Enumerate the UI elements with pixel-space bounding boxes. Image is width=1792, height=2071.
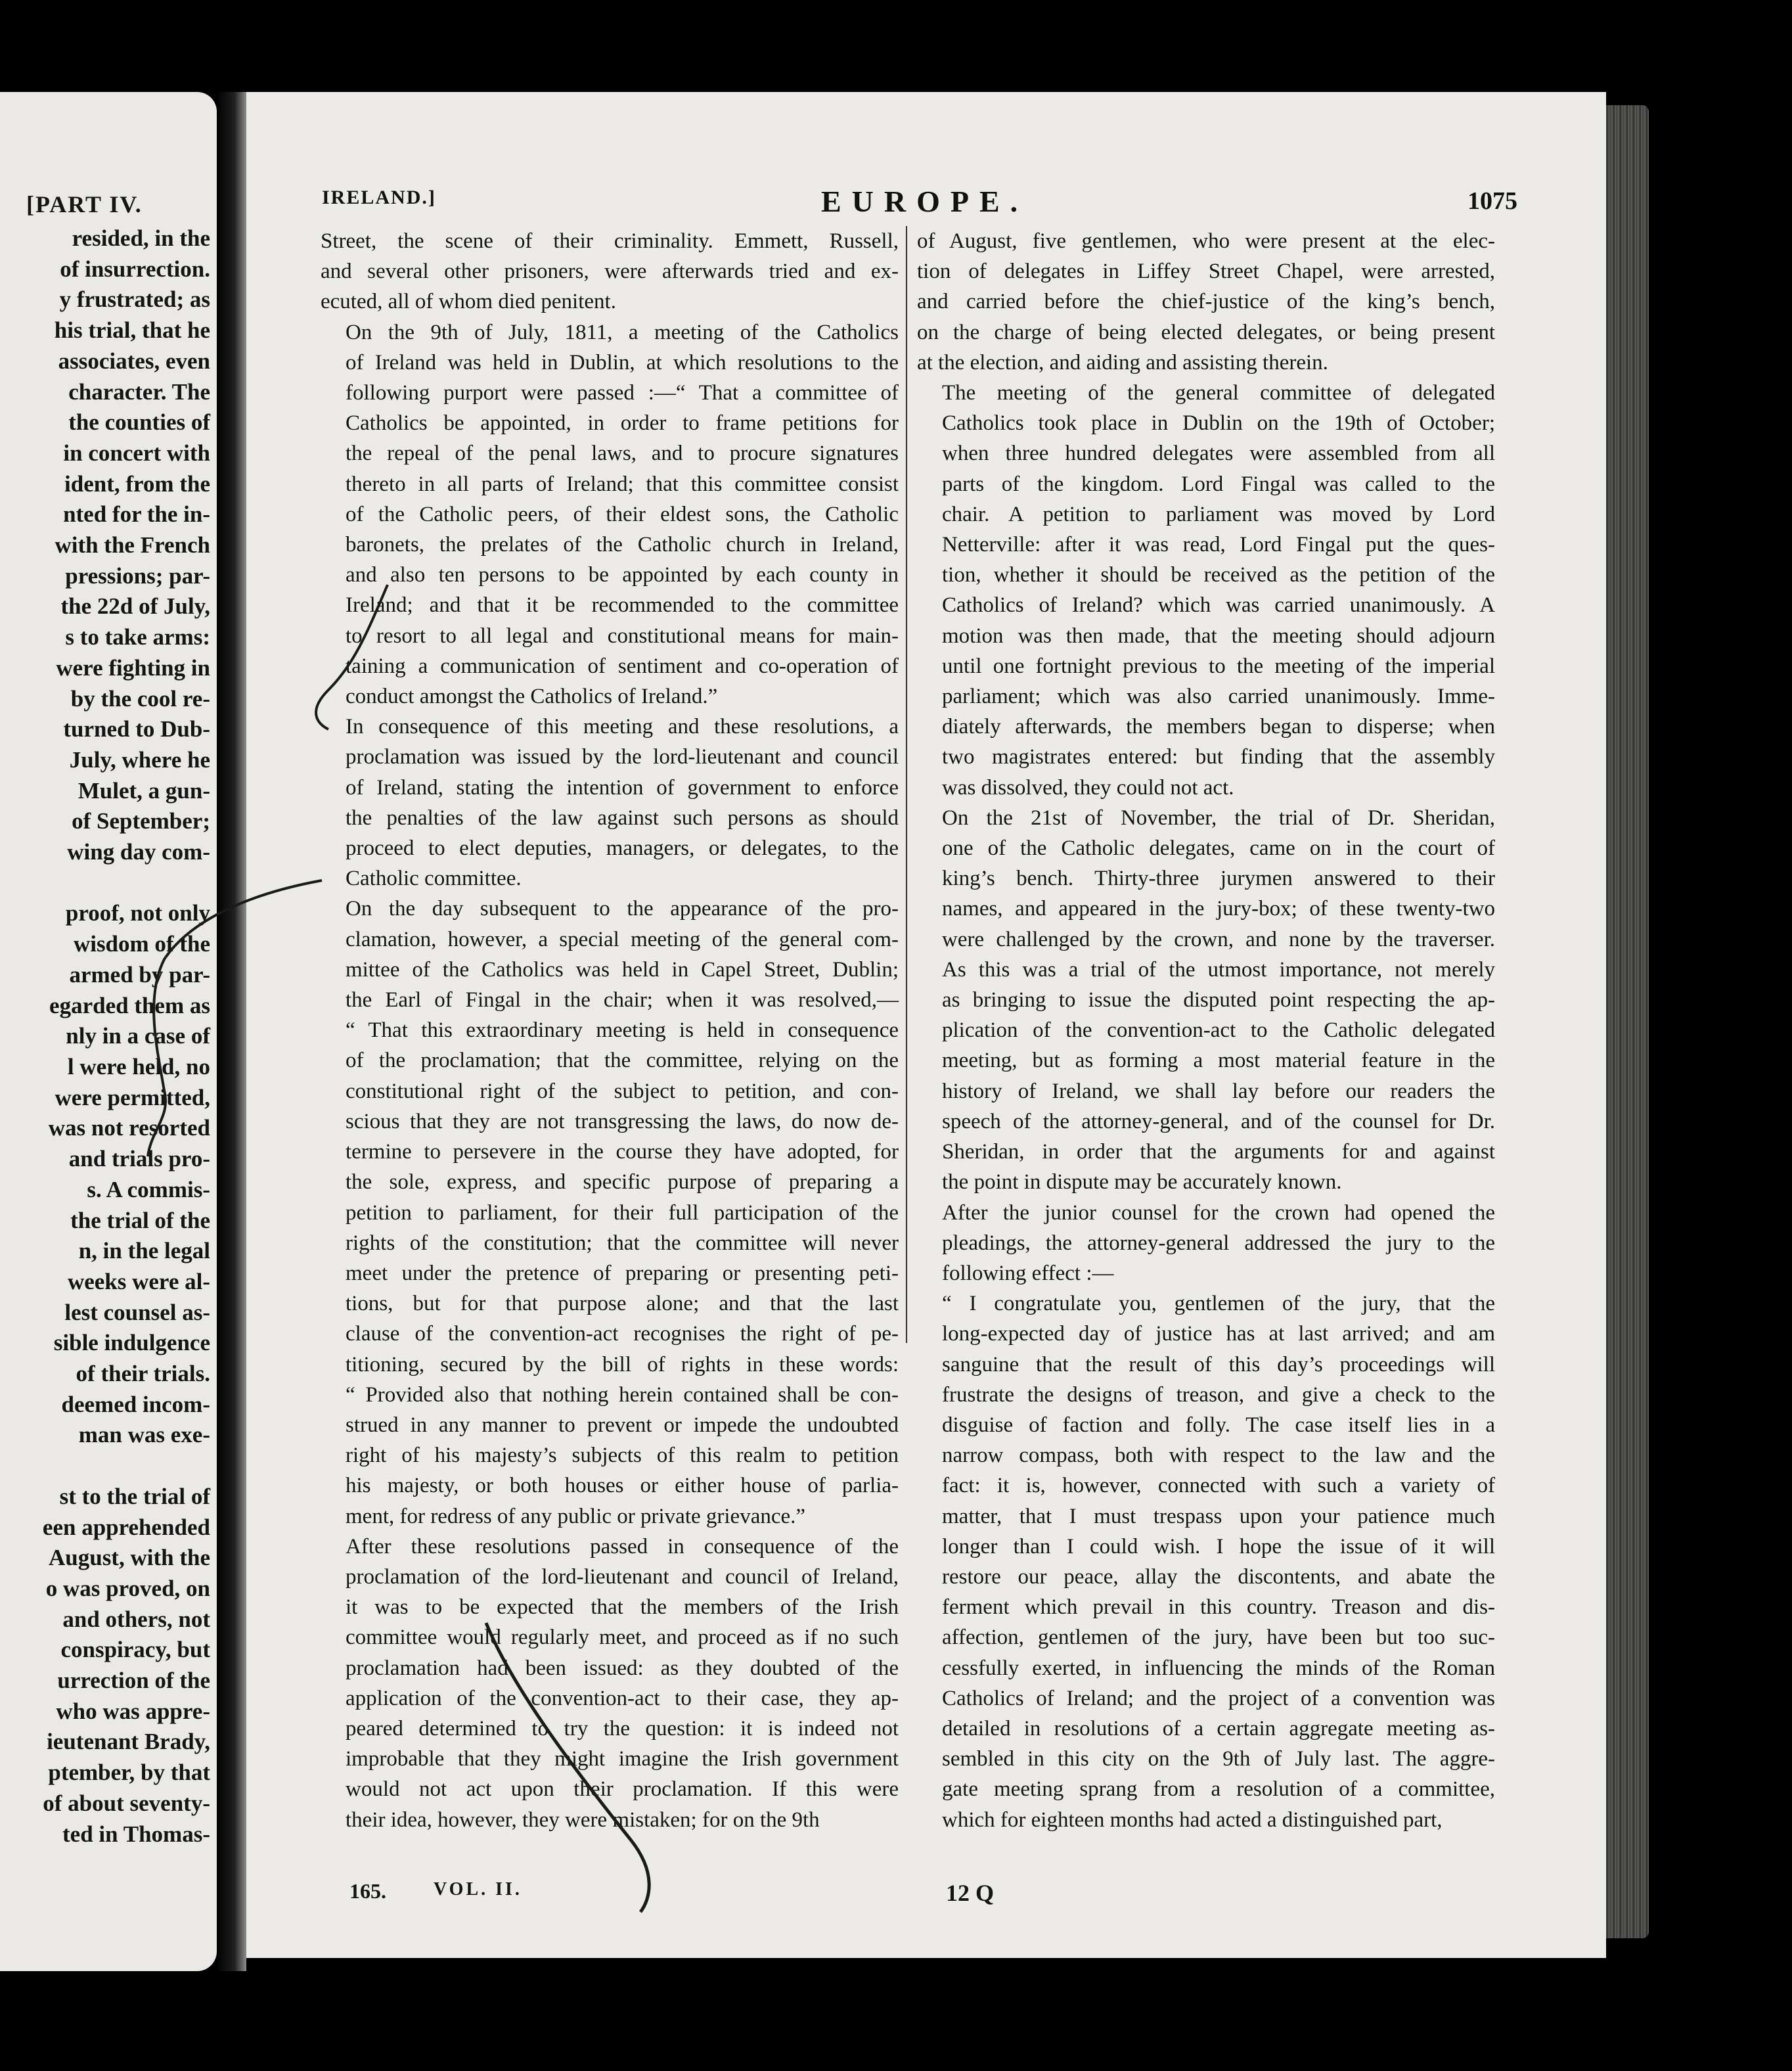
previous-page-line: character. The xyxy=(68,378,210,405)
text-line: clamation, however, a special meeting of the general com- xyxy=(346,927,899,951)
previous-page-line: ptember, by that xyxy=(48,1760,210,1786)
signature-mark: 165. xyxy=(349,1879,386,1903)
text-line: tions, but for that purpose alone; and that the last xyxy=(346,1292,899,1316)
text-line: following purport were passed :—“ That a committee of xyxy=(346,381,899,405)
text-line: parliament; which was also carried unanimously. Imme- xyxy=(942,685,1495,709)
text-line: tion of delegates in Liffey Street Chapel, were arrested, xyxy=(917,260,1495,284)
text-line: Ireland; and that it be recommended to the committee xyxy=(346,593,899,618)
text-line: proclamation had been issued: as they doubted of the xyxy=(346,1656,899,1680)
previous-page-line: ted in Thomas- xyxy=(62,1821,210,1847)
previous-page-line: July, where he xyxy=(69,746,210,773)
previous-page-line: s to take arms: xyxy=(65,624,210,650)
previous-page-line: and trials pro- xyxy=(68,1146,210,1172)
text-line: Catholics of Ireland; and the project of a convention was xyxy=(942,1686,1495,1710)
previous-page-line: armed by par- xyxy=(69,961,210,988)
text-line: scious that they are not transgressing the laws, do now de- xyxy=(346,1109,899,1133)
previous-page-line: conspiracy, but xyxy=(60,1637,210,1663)
previous-page-line: were fighting in xyxy=(56,654,210,681)
text-line: was dissolved, they could not act. xyxy=(942,775,1234,800)
text-line: two magistrates entered: but finding that the assembly xyxy=(942,745,1495,769)
text-line: Catholics of Ireland? which was carried unanimously. A xyxy=(942,593,1495,618)
previous-page-line: lest counsel as- xyxy=(64,1299,210,1325)
text-line: their idea, however, they were mistaken; for on the 9th xyxy=(346,1808,820,1832)
text-line: The meeting of the general committee of delegated xyxy=(942,381,1495,405)
previous-page-line xyxy=(0,868,210,899)
text-line: frustrate the designs of treason, and give a check to the xyxy=(942,1382,1495,1407)
text-line: chair. A petition to parliament was moved by Lord xyxy=(942,502,1495,526)
text-line: taining a communication of sentiment and co-operation of xyxy=(346,654,899,678)
previous-page-line: and others, not xyxy=(62,1606,210,1632)
text-line: meet under the pretence of preparing or presenting peti- xyxy=(346,1261,899,1285)
previous-page-line: nted for the in- xyxy=(63,501,210,528)
previous-page-line: of about seventy- xyxy=(43,1790,210,1816)
text-line: Catholics be appointed, in order to frame petitions for xyxy=(346,411,899,436)
previous-page-line: the counties of xyxy=(68,409,210,436)
text-line: “ That this extraordinary meeting is held in consequence xyxy=(346,1018,899,1043)
text-line: meeting, but as forming a most material feature in the xyxy=(942,1049,1495,1073)
text-line: termine to persevere in the course they have adopted, for xyxy=(346,1140,899,1164)
text-line: clause of the convention-act recognises the right of pe- xyxy=(346,1322,899,1346)
previous-page-line: deemed incom- xyxy=(61,1391,210,1417)
text-line: constitutional right of the subject to petition, and con- xyxy=(346,1079,899,1103)
paragraph xyxy=(321,712,899,894)
previous-page-line: sible indulgence xyxy=(53,1330,210,1356)
text-line: to resort to all legal and constitutional means for main- xyxy=(346,624,899,648)
text-line: speech of the attorney-general, and of the counsel for Dr. xyxy=(942,1109,1495,1133)
text-line: gate meeting sprang from a resolution of a committee, xyxy=(942,1777,1495,1802)
text-line: the point in dispute may be accurately known. xyxy=(942,1170,1342,1195)
text-line: following effect :— xyxy=(942,1261,1114,1285)
previous-page-line: the 22d of July, xyxy=(60,593,210,620)
previous-page-header: [PART IV. xyxy=(26,191,143,217)
previous-page-line: nly in a case of xyxy=(66,1023,210,1049)
previous-page-line: n, in the legal xyxy=(78,1238,210,1264)
previous-page-line: the trial of the xyxy=(70,1207,210,1233)
paragraph xyxy=(321,226,899,317)
paragraph xyxy=(917,1198,1495,1289)
previous-page-line: ieutenant Brady, xyxy=(47,1729,210,1755)
previous-page-line: s. A commis- xyxy=(87,1176,210,1202)
text-line: until one fortnight previous to the meeting of the imperial xyxy=(942,654,1495,678)
previous-page-line: y frustrated; as xyxy=(59,286,210,313)
text-line: ecuted, all of whom died penitent. xyxy=(321,290,616,314)
text-line: proclamation was issued by the lord-lieutenant and council xyxy=(346,745,899,769)
text-line: on the charge of being elected delegates, or being present xyxy=(917,320,1495,344)
previous-page-line: by the cool re- xyxy=(70,685,210,712)
text-line: the Earl of Fingal in the chair; when it was resolved,— xyxy=(346,988,899,1013)
previous-page-line: proof, not only xyxy=(65,900,210,926)
text-line: On the 21st of November, the trial of Dr. Sheridan, xyxy=(942,806,1495,830)
text-line: disguise of faction and folly. The case itself lies in a xyxy=(942,1413,1495,1437)
previous-page-line: pressions; par- xyxy=(65,562,210,589)
left-text-column xyxy=(321,226,899,1835)
gathering-mark: 12 Q xyxy=(946,1880,995,1906)
previous-page-line: Mulet, a gun- xyxy=(78,777,210,804)
text-line: On the 9th of July, 1811, a meeting of the Catholics xyxy=(346,320,899,344)
text-line: the sole, express, and specific purpose of preparing a xyxy=(346,1170,899,1195)
text-line: the penalties of the law against such persons as should xyxy=(346,806,899,830)
text-line: proclamation of the lord-lieutenant and council of Ireland, xyxy=(346,1564,899,1589)
previous-page-line: of their trials. xyxy=(76,1361,210,1387)
text-line: right of his majesty’s subjects of this realm to petition xyxy=(346,1444,899,1468)
text-line: pleadings, the attorney-general addressed the jury to the xyxy=(942,1231,1495,1255)
text-line: Netterville: after it was read, Lord Fingal put the ques- xyxy=(942,533,1495,557)
previous-page-line: urrection of the xyxy=(57,1668,210,1694)
text-line: Catholic committee. xyxy=(346,867,522,891)
text-line: and carried before the chief-justice of the king’s bench, xyxy=(917,290,1495,314)
paragraph xyxy=(917,1288,1495,1835)
previous-page-line: wisdom of the xyxy=(73,931,210,957)
previous-page-line: ident, from the xyxy=(64,470,210,497)
text-line: history of Ireland, we shall lay before our readers the xyxy=(942,1079,1495,1103)
text-line: one of the Catholic delegates, came on in the court of xyxy=(942,836,1495,861)
text-line: longer than I could wish. I hope the issue of it will xyxy=(942,1534,1495,1559)
text-line: committee would regularly meet, and proceed as if no such xyxy=(346,1626,899,1650)
previous-page-line: his trial, that he xyxy=(54,317,210,344)
text-line: Catholics took place in Dublin on the 19th of October; xyxy=(942,411,1495,436)
right-text-column xyxy=(917,226,1495,1835)
text-line: the repeal of the penal laws, and to procure signatures xyxy=(346,442,899,466)
section-heading: IRELAND.] xyxy=(322,187,436,208)
text-line: strued in any manner to prevent or impede the undoubted xyxy=(346,1413,899,1437)
text-line: In consequence of this meeting and these resolutions, a xyxy=(346,715,899,739)
text-line: conduct amongst the Catholics of Ireland.” xyxy=(346,685,718,709)
previous-page-line: st to the trial of xyxy=(59,1483,210,1509)
text-line: which for eighteen months had acted a distinguished part, xyxy=(942,1808,1443,1832)
text-line: peared determined to try the question: it is indeed not xyxy=(346,1716,899,1741)
text-line: ment, for redress of any public or private grievance.” xyxy=(346,1504,806,1528)
text-line: tion, whether it should be received as the petition of the xyxy=(942,563,1495,587)
text-line: Street, the scene of their criminality. Emmett, Russell, xyxy=(321,229,899,253)
text-line: sanguine that the result of this day’s proceedings will xyxy=(942,1352,1495,1377)
text-line: parts of the kingdom. Lord Fingal was called to the xyxy=(942,472,1495,496)
previous-page-line: l were held, no xyxy=(67,1053,210,1080)
page-title: EUROPE. xyxy=(821,185,1029,218)
text-line: After these resolutions passed in consequence of the xyxy=(346,1534,899,1559)
text-line: thereto in all parts of Ireland; that this committee consist xyxy=(346,472,899,496)
text-line: detailed in resolutions of a certain aggregate meeting as- xyxy=(942,1716,1495,1741)
text-line: mittee of the Catholics was held in Capel Street, Dublin; xyxy=(346,957,899,982)
text-line: his majesty, or both houses or either house of parlia- xyxy=(346,1474,899,1498)
text-line: rights of the constitution; that the committee will never xyxy=(346,1231,899,1255)
text-line: and also ten persons to be appointed by each county in xyxy=(346,563,899,587)
previous-page-line: of September; xyxy=(72,808,210,834)
volume-mark: VOL. II. xyxy=(434,1879,522,1900)
book-gutter xyxy=(217,92,246,1971)
previous-page-line xyxy=(0,1451,210,1482)
text-line: fact: it is, however, connected with such a variety of xyxy=(942,1474,1495,1498)
text-line: matter, that I must trespass upon your patience much xyxy=(942,1504,1495,1528)
previous-page-line: o was proved, on xyxy=(45,1575,210,1601)
previous-page-line: August, with the xyxy=(48,1545,210,1571)
text-line: and several other prisoners, were afterwards tried and ex- xyxy=(321,260,899,284)
previous-page-line: was not resorted xyxy=(48,1115,210,1141)
paragraph xyxy=(917,226,1495,378)
text-line: of Ireland, stating the intention of government to enforce xyxy=(346,775,899,800)
text-line: improbable that they might imagine the Irish government xyxy=(346,1747,899,1771)
text-line: cessfully exerted, in influencing the minds of the Roman xyxy=(942,1656,1495,1680)
previous-page-line: were permitted, xyxy=(55,1084,210,1110)
previous-page-line: turned to Dub- xyxy=(63,716,210,742)
text-line: As this was a trial of the utmost importance, not merely xyxy=(942,957,1495,982)
text-line: baronets, the prelates of the Catholic church in Ireland, xyxy=(346,533,899,557)
text-line: of Ireland was held in Dublin, at which resolutions to the xyxy=(346,350,899,375)
text-line: of August, five gentlemen, who were present at the elec- xyxy=(917,229,1495,253)
text-line: as bringing to issue the disputed point respecting the ap- xyxy=(942,988,1495,1013)
text-line: petition to parliament, for their full participation of the xyxy=(346,1200,899,1225)
text-line: On the day subsequent to the appearance of the pro- xyxy=(346,897,899,921)
text-line: diately afterwards, the members began to disperse; when xyxy=(942,715,1495,739)
text-line: proceed to elect deputies, managers, or delegates, to the xyxy=(346,836,899,861)
text-line: king’s bench. Thirty-three jurymen answered to their xyxy=(942,867,1495,891)
previous-page-line: egarded them as xyxy=(49,992,210,1018)
text-line: sembled in this city on the 9th of July last. The aggre- xyxy=(942,1747,1495,1771)
text-line: titioning, secured by the bill of rights in these words: xyxy=(346,1352,899,1377)
previous-page-line: man was exe- xyxy=(78,1422,210,1448)
text-line: “ I congratulate you, gentlemen of the jury, that the xyxy=(942,1292,1495,1316)
previous-page-line: in concert with xyxy=(63,440,210,466)
text-line: motion was then made, that the meeting should adjourn xyxy=(942,624,1495,648)
previous-page-fragment xyxy=(0,92,217,1971)
previous-page-line: with the French xyxy=(55,532,210,558)
text-line: plication of the convention-act to the Catholic delegated xyxy=(942,1018,1495,1043)
text-line: Sheridan, in order that the arguments for and against xyxy=(942,1140,1495,1164)
text-line: at the election, and aiding and assisting therein. xyxy=(917,350,1328,375)
text-line: names, and appeared in the jury-box; of these twenty-two xyxy=(942,897,1495,921)
paragraph xyxy=(321,317,899,712)
text-line: affection, gentlemen of the jury, have been but too suc- xyxy=(942,1626,1495,1650)
previous-page-line: een apprehended xyxy=(42,1514,210,1540)
text-line: of the Catholic peers, of their eldest sons, the Catholic xyxy=(346,502,899,526)
paragraph xyxy=(321,1532,899,1835)
previous-page-line: who was appre- xyxy=(56,1698,210,1724)
text-line: of the proclamation; that the committee, relying on the xyxy=(346,1049,899,1073)
text-line: narrow compass, both with respect to the law and the xyxy=(942,1444,1495,1468)
text-line: were challenged by the crown, and none by the traverser. xyxy=(942,927,1495,951)
running-head xyxy=(322,184,1517,217)
text-line: long-expected day of justice has at last arrived; and am xyxy=(942,1322,1495,1346)
previous-page-line: of insurrection. xyxy=(60,256,210,282)
previous-page-line: weeks were al- xyxy=(67,1268,210,1294)
paragraph xyxy=(321,894,899,1531)
page-number: 1075 xyxy=(1467,187,1517,215)
text-line: “ Provided also that nothing herein contained shall be con- xyxy=(346,1382,899,1407)
text-line: After the junior counsel for the crown had opened the xyxy=(942,1200,1495,1225)
text-line: ferment which prevail in this country. Treason and dis- xyxy=(942,1595,1495,1620)
text-line: application of the convention-act to their case, they ap- xyxy=(346,1686,899,1710)
paragraph xyxy=(917,378,1495,803)
text-line: when three hundred delegates were assembled from all xyxy=(942,442,1495,466)
column-divider xyxy=(906,226,907,1343)
previous-page-line: associates, even xyxy=(58,348,210,374)
text-line: restore our peace, allay the discontents, and abate the xyxy=(942,1564,1495,1589)
previous-page-line: wing day com- xyxy=(67,839,210,865)
text-line: it was to be expected that the members of the Irish xyxy=(346,1595,899,1620)
text-line: would not act upon their proclamation. If this were xyxy=(346,1777,899,1802)
previous-page-line: resided, in the xyxy=(72,225,210,251)
previous-page-text xyxy=(0,223,210,1850)
paragraph xyxy=(917,803,1495,1198)
